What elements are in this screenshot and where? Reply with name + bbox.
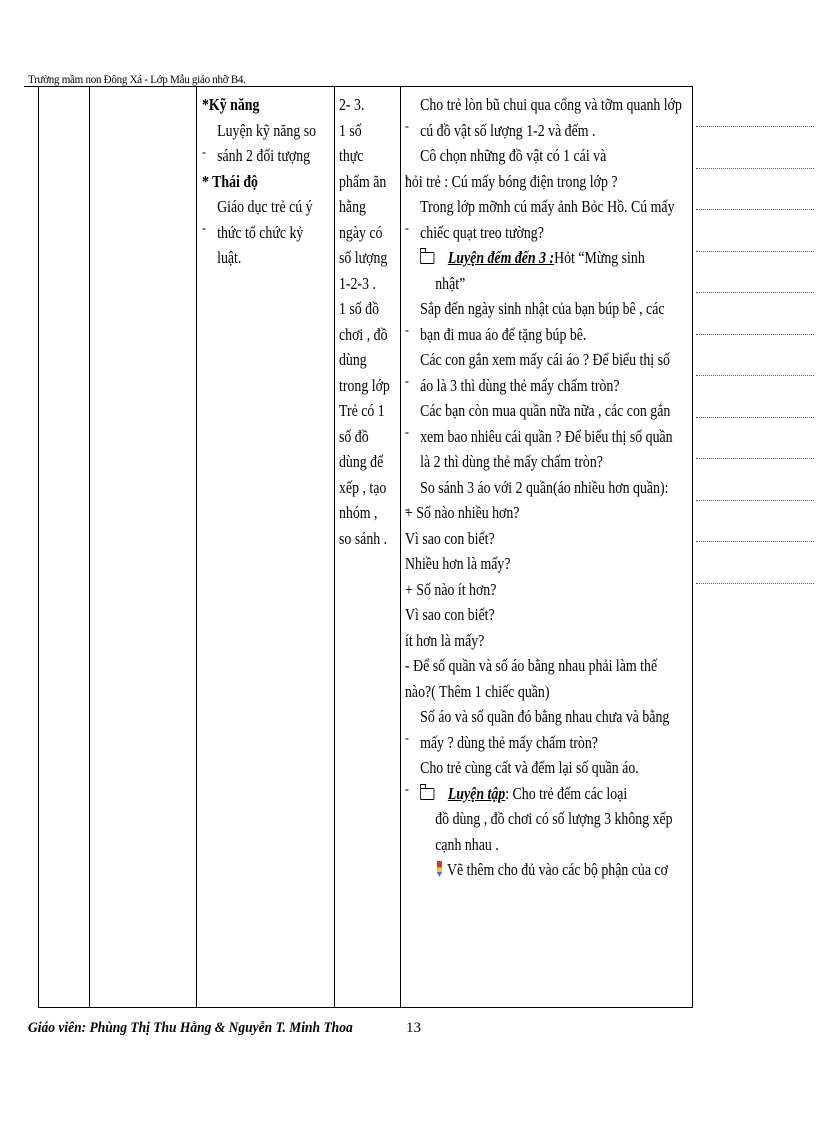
materials-line: Trẻ có 1 (339, 401, 385, 420)
activities-column: Cho trẻ lòn bũ chui qua cổng và tỡm quanh lớp cú đồ vật số lượng 1-2 và đếm . Cô chọn những đồ vật có 1 cái và hỏi trẻ : Cú mấy bóng điện trong lớp ? Trong lớp mỡnh cú mấy ảnh Bỏc Hồ. Cú mấy chiếc quạt treo tường? Luyện đếm đến 3 :Hỏt “Mừng sinh nhật” Sắp đến ngày sinh nhật của bạn búp bê , các bạn đi mua áo để tặng búp bê. Các con gắn xem mấy cái áo ? Để biểu thị số áo là 3 thì dùng thẻ mấy chấm tròn? Các bạn còn mua quần nữa nữa , các con gắn xem bao nhiêu cái quần ? Để biểu thị số quần là 2 thì dùng thẻ mấy chấm tròn? So sánh 3 áo với 2 quần(áo nhiều hơn quần): + Số nào nhiều hơn? Vì sao con biết? Nhiều hơn là mấy? + Số nào ít hơn? Vì sao con biết? ít hơn là mấy? - Để số quần và số áo bằng nhau phải làm thế nào?( Thêm 1 chiếc quần) Số áo và số quần đó bằng nhau chưa và bằng mấy ? dùng thẻ mấy chấm tròn? Cho trẻ cùng cất và đếm lại số quần áo. Luyện tập: Cho trẻ đếm các loại đồ dùng , đồ chơi có số lượng 3 không xếp cạnh nhau . Vẽ thêm cho đủ vào các bộ phận của cơ (405, 95, 682, 879)
materials-line: 2- 3. (339, 95, 365, 114)
page-number: 13 (406, 1020, 421, 1036)
materials-column (339, 92, 390, 551)
materials-line: số đồ (339, 426, 369, 446)
teachers-footer: Giáo viên: Phùng Thị Thu Hằng & Nguyễn T. Minh Thoa (28, 1020, 353, 1036)
column-divider (196, 86, 197, 1008)
materials-line: 1 số (339, 120, 362, 140)
document-header: Trường mầm non Đông Xá - Lớp Mẫu giáo nhỡ B4. (28, 72, 246, 86)
folder-icon (420, 252, 434, 264)
column-divider (89, 86, 90, 1008)
materials-line: 1 số đồ (339, 299, 380, 318)
dotted-ruled-lines (696, 126, 814, 624)
materials-line: dùng để (339, 452, 384, 471)
materials-line: hằng (339, 197, 366, 216)
column-divider (334, 86, 335, 1008)
objectives-column: *Kỹ năng Luyện kỹ năng so sánh 2 đối tượng * Thái độ Giáo dục trẻ cú ý thức tổ chức kỷ luật. (202, 92, 316, 271)
folder-icon (420, 788, 434, 800)
materials-line: chơi , đồ (339, 324, 388, 344)
materials-line: so sánh . (339, 528, 388, 548)
materials-line: số lượng (339, 248, 388, 267)
skills-heading: *Kỹ năng (202, 95, 260, 114)
materials-line: 1-2-3 . (339, 273, 376, 293)
materials-line: ngày có (339, 222, 383, 242)
materials-line: thực (339, 146, 364, 165)
column-divider (400, 86, 401, 1008)
pencil-icon (435, 861, 443, 877)
materials-line: dùng (339, 350, 367, 369)
section-counting: Luyện đếm đến 3 :Hỏt “Mừng sinh (405, 245, 682, 271)
materials-line: nhóm , (339, 503, 378, 522)
materials-line: xếp , tạo (339, 477, 387, 497)
materials-line: trong lớp (339, 375, 390, 395)
section-practice: Luyện tập: Cho trẻ đếm các loại (405, 781, 682, 807)
attitude-heading: * Thái độ (202, 171, 258, 191)
materials-line: phẩm ăn (339, 171, 387, 191)
